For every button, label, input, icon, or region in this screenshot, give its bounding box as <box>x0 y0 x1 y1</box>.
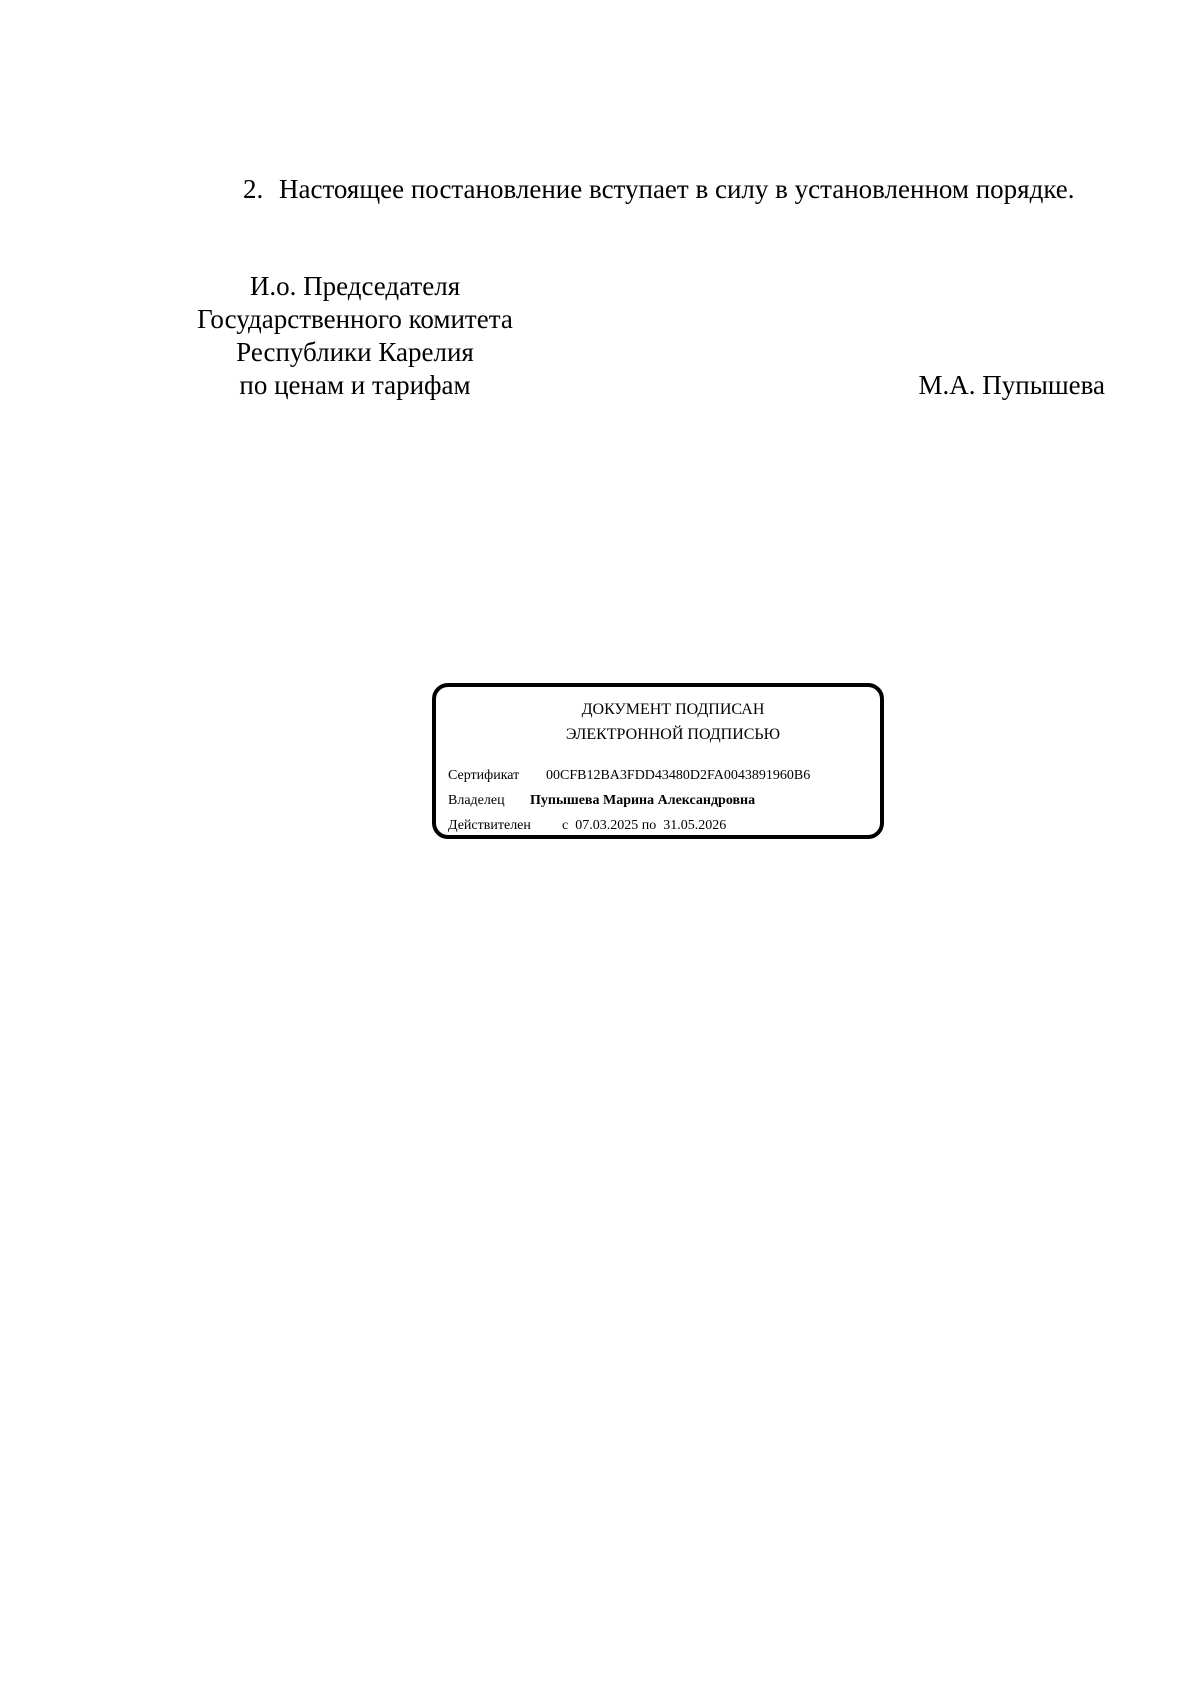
signer-position-line-1: И.о. Председателя <box>249 271 461 301</box>
clause-2 <box>243 172 1075 206</box>
certificate-label: Сертификат <box>448 768 520 783</box>
valid-from-prefix: с <box>562 818 569 833</box>
signer-name: М.А. Пупышева <box>918 370 1105 400</box>
validity-label: Действителен <box>448 818 531 833</box>
stamp-header-line-1: ДОКУМЕНТ ПОДПИСАН <box>581 701 765 718</box>
stamp-header-line-2: ЭЛЕКТРОННОЙ ПОДПИСЬЮ <box>565 726 781 743</box>
stamp-certificate-row <box>448 763 872 788</box>
owner-value: Пупышева Марина Александровна <box>530 793 756 808</box>
valid-from-date: 07.03.2025 <box>575 818 639 833</box>
stamp-header <box>436 697 880 747</box>
valid-to-prefix: по <box>641 818 657 833</box>
clause-text: Настоящее постановление вступает в силу в установленном порядке. <box>279 174 1075 204</box>
stamp-owner-row <box>448 788 872 813</box>
owner-label: Владелец <box>448 793 505 808</box>
signer-position <box>185 270 525 402</box>
certificate-value: 00CFB12BA3FDD43480D2FA0043891960B6 <box>546 768 811 783</box>
stamp-details <box>448 763 872 838</box>
signer-position-line-2: Государственного комитета <box>197 304 513 334</box>
electronic-signature-stamp <box>432 683 884 839</box>
valid-to-date: 31.05.2026 <box>663 818 727 833</box>
clause-number: 2. <box>243 174 264 204</box>
stamp-validity-row <box>448 813 872 838</box>
signer-position-line-4: по ценам и тарифам <box>239 370 471 400</box>
signer-position-line-3: Республики Карелия <box>236 337 474 367</box>
